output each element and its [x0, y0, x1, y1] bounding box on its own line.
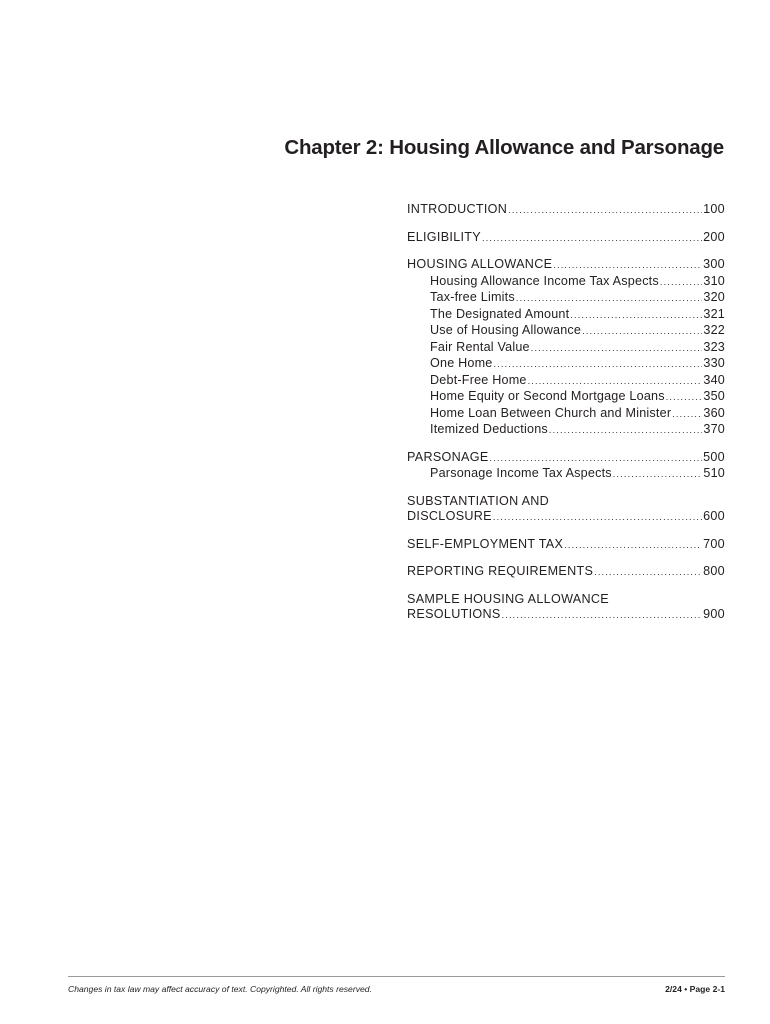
- dot-leader: [528, 374, 703, 390]
- toc-subentry-page: 510: [703, 466, 725, 480]
- toc-subentry[interactable]: [407, 307, 725, 324]
- toc-entry-label-line2: RESOLUTIONS: [407, 607, 501, 621]
- toc-subentry-label: The Designated Amount: [430, 306, 570, 321]
- toc-subentry-page: 321: [703, 306, 725, 321]
- toc-entry-eligibility[interactable]: [407, 230, 725, 247]
- toc-subentry[interactable]: [407, 466, 725, 483]
- toc-entry-introduction[interactable]: [407, 202, 725, 219]
- toc-subentry-page: 350: [703, 389, 725, 403]
- footer-copyright-note: Changes in tax law may affect accuracy of text. Copyrighted. All rights reserved.: [68, 984, 372, 994]
- toc-entry-page: 100: [703, 202, 725, 216]
- toc-subentry-page: 330: [703, 356, 725, 370]
- toc-entry-page: 200: [703, 229, 725, 244]
- toc-entry-label: REPORTING REQUIREMENTS: [407, 564, 594, 578]
- dot-leader: [613, 467, 703, 483]
- toc-subentry[interactable]: [407, 422, 725, 439]
- toc-subentry-page: 370: [703, 422, 725, 436]
- toc-subentry-label: Housing Allowance Income Tax Aspects: [430, 273, 659, 288]
- toc-subentry-label: Debt-Free Home: [430, 372, 527, 387]
- toc-subentry-label: Fair Rental Value: [430, 339, 530, 354]
- toc-subentry-label: Tax-free Limits: [430, 290, 515, 304]
- toc-entry-label: ELIGIBILITY: [407, 229, 481, 244]
- toc-section-parsonage: [407, 450, 725, 483]
- toc-subentry-label: Home Equity or Second Mortgage Loans: [430, 389, 665, 403]
- toc-subentry-label: One Home: [430, 356, 493, 370]
- toc-entry-label-line1: SUBSTANTIATION AND: [407, 493, 550, 508]
- dot-leader: [494, 357, 703, 373]
- toc-subentry-label: Home Loan Between Church and Minister: [430, 405, 672, 420]
- toc-entry-label: PARSONAGE: [407, 449, 489, 464]
- toc-entry-label-line1: SAMPLE HOUSING ALLOWANCE: [407, 591, 609, 606]
- dot-leader: [582, 324, 702, 340]
- dot-leader: [490, 451, 703, 467]
- toc-subentry-page: 322: [703, 323, 725, 337]
- dot-leader: [570, 308, 702, 324]
- dot-leader: [516, 291, 702, 307]
- toc-entry-page: 500: [703, 449, 725, 464]
- dot-leader: [594, 565, 702, 581]
- toc-subentry-label: Itemized Deductions: [430, 422, 548, 436]
- toc-subentry-label: Parsonage Income Tax Aspects: [430, 466, 612, 480]
- toc-entry-page: 600: [703, 509, 725, 523]
- toc-section-housing-allowance: [407, 257, 725, 439]
- toc-entry-page: 300: [703, 257, 725, 271]
- footer-page-number: 2/24 • Page 2-1: [665, 984, 725, 994]
- toc-entry-reporting-requirements[interactable]: [407, 564, 725, 581]
- toc-section-eligibility: [407, 230, 725, 247]
- toc-entry-label: SELF-EMPLOYMENT TAX: [407, 536, 564, 551]
- toc-entry-page: 700: [703, 536, 725, 551]
- toc-subentry[interactable]: [407, 356, 725, 373]
- toc-entry-sample-resolutions: [407, 607, 725, 624]
- dot-leader: [672, 407, 702, 423]
- chapter-title: Chapter 2: Housing Allowance and Parsonage: [284, 136, 724, 159]
- toc-subentry-page: 323: [703, 339, 725, 354]
- toc-entry-page: 800: [703, 564, 725, 578]
- toc-entry-self-employment-tax[interactable]: [407, 537, 725, 554]
- dot-leader: [666, 390, 703, 406]
- toc-subentry[interactable]: [407, 323, 725, 340]
- toc-entry-label-line2: DISCLOSURE: [407, 509, 492, 523]
- dot-leader: [553, 258, 702, 274]
- dot-leader: [549, 423, 702, 439]
- toc-section-self-employment: [407, 537, 725, 554]
- toc-entry-parsonage[interactable]: [407, 450, 725, 467]
- dot-leader: [564, 538, 702, 554]
- toc-entry-label: HOUSING ALLOWANCE: [407, 257, 553, 271]
- toc-subentry-label: Use of Housing Allowance: [430, 323, 582, 337]
- dot-leader: [502, 608, 703, 624]
- toc-section-introduction: [407, 202, 725, 219]
- toc-subentry-page: 320: [703, 290, 725, 304]
- toc-entry-label: INTRODUCTION: [407, 202, 508, 216]
- toc-entry-substantiation: [407, 509, 725, 526]
- toc-subentry-page: 340: [703, 372, 725, 387]
- toc-subentry[interactable]: [407, 389, 725, 406]
- dot-leader: [493, 510, 702, 526]
- dot-leader: [482, 231, 702, 247]
- toc-section-sample-resolutions[interactable]: [407, 592, 725, 624]
- toc-subentry[interactable]: [407, 373, 725, 390]
- toc-section-substantiation[interactable]: [407, 494, 725, 526]
- dot-leader: [508, 203, 702, 219]
- toc-subentry[interactable]: [407, 290, 725, 307]
- toc-entry-housing-allowance[interactable]: [407, 257, 725, 274]
- footer-divider: [68, 976, 725, 977]
- toc-section-reporting: [407, 564, 725, 581]
- toc-subentry[interactable]: [407, 274, 725, 291]
- toc-subentry[interactable]: [407, 406, 725, 423]
- table-of-contents: [407, 202, 725, 635]
- dot-leader: [660, 275, 702, 291]
- toc-subentry-page: 310: [703, 273, 725, 288]
- dot-leader: [531, 341, 703, 357]
- toc-entry-page: 900: [703, 607, 725, 621]
- toc-subentry-page: 360: [703, 405, 725, 420]
- toc-subentry[interactable]: [407, 340, 725, 357]
